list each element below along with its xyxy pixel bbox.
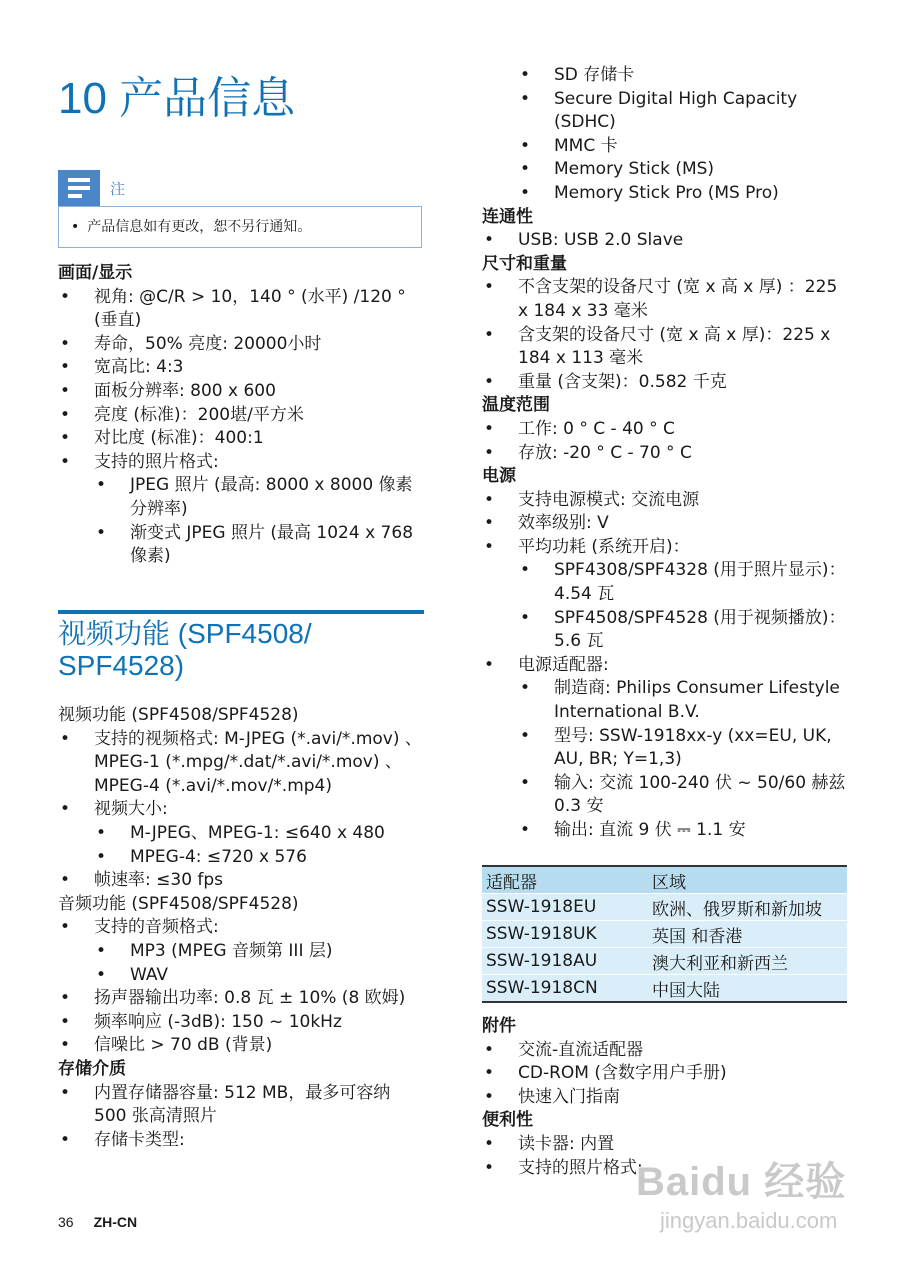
table-row [482,975,847,1003]
list-item: • 支持的音频格式: [58,916,428,940]
list-item: • 存放: -20 ° C - 70 ° C [482,442,850,466]
table-cell: SSW-1918UK [482,921,648,948]
convenience-heading: 便利性 [482,1110,533,1131]
power-heading: 电源 [482,466,516,487]
page-number: 36 [58,1214,74,1230]
video-heading: 视频功能 (SPF4508/SPF4528) [58,705,299,725]
sub-list-item: • 渐变式 JPEG 照片 (最高 1024 x 768 像素) [58,522,428,569]
note-text: 产品信息如有更改，恕不另行通知。 [87,219,312,235]
list-item: • 帧速率: ≤30 fps [58,869,428,893]
list-item: • 信噪比 > 70 dB (背景) [58,1034,428,1058]
temperature-heading: 温度范围 [482,395,550,416]
list-item: • 快速入门指南 [482,1086,850,1110]
watermark-logo: Baidu 经验 [636,1160,847,1204]
table-cell: 英国 和香港 [648,921,847,948]
sub-list-item: • Memory Stick Pro (MS Pro) [482,182,850,206]
sub-list-item: • Memory Stick (MS) [482,158,850,182]
list-item: • 支持的照片格式: [482,1157,850,1181]
sub-list-item: • SPF4308/SPF4328 (用于照片显示)：4.54 瓦 [482,559,850,606]
language-code: ZH-CN [93,1214,138,1230]
video-section-title: 视频功能 (SPF4508/ SPF4528) [58,610,424,682]
sub-list-item: • 输入: 交流 100-240 伏 ~ 50/60 赫兹 0.3 安 [482,772,850,819]
table-cell: SSW-1918EU [482,894,648,921]
note-box: • 产品信息如有更改，恕不另行通知。 [58,206,422,248]
list-item: • USB: USB 2.0 Slave [482,229,850,253]
note-icon [58,170,100,206]
table-row [482,948,847,975]
sub-list-item: • MPEG-4: ≤720 x 576 [58,846,428,870]
list-item: • 平均功耗 (系统开启)： [482,536,850,560]
note-label: 注 [110,180,126,198]
list-item: • 电源适配器: [482,654,850,678]
table-row [482,921,847,948]
video-audio-section [58,704,428,1152]
list-item: • 宽高比: 4:3 [58,356,428,380]
list-item: • 重量 (含支架)：0.582 千克 [482,371,850,395]
table-cell: 中国大陆 [648,975,847,1003]
list-item: • 不含支架的设备尺寸 (宽 x 高 x 厚) ：225 x 184 x 33 毫米 [482,276,850,323]
table-cell: SSW-1918CN [482,975,648,1003]
display-heading: 画面/显示 [58,263,133,283]
list-item: • 内置存储器容量: 512 MB，最多可容纳 500 张高清照片 [58,1082,428,1129]
list-item: • 面板分辨率: 800 x 600 [58,380,428,404]
connectivity-heading: 连通性 [482,206,533,227]
list-item: • 亮度 (标准)：200堪/平方米 [58,404,428,428]
list-item: • 支持的视频格式: M-JPEG (*.avi/*.mov) 、MPEG-1 (*.mpg/*.dat/*.avi/*.mov) 、MPEG-4 (*.avi/*.mov/*.mp4) [58,728,428,799]
list-item: • 含支架的设备尺寸 (宽 x 高 x 厚)：225 x 184 x 113 毫米 [482,324,850,371]
sub-list-item: • 输出: 直流 9 伏 ⎓ 1.1 安 [482,819,850,843]
sub-list-item: • M-JPEG、MPEG-1: ≤640 x 480 [58,822,428,846]
sub-list-item: • SD 存储卡 [482,64,850,88]
sub-list-item: • 制造商: Philips Consumer Lifestyle International B.V. [482,677,850,724]
list-item: • 支持的照片格式: [58,451,428,475]
page-title: 10 产品信息 [58,74,296,123]
table-cell: 欧洲、俄罗斯和新加坡 [648,894,847,921]
list-item: • 存储卡类型: [58,1129,428,1153]
list-item: • CD-ROM (含数字用户手册) [482,1062,850,1086]
page-footer [58,1214,137,1230]
list-item: • 支持电源模式: 交流电源 [482,489,850,513]
sub-list-item: • WAV [58,964,428,988]
list-item: • 寿命，50% 亮度: 20000小时 [58,333,428,357]
sub-list-item: • SPF4508/SPF4528 (用于视频播放)：5.6 瓦 [482,607,850,654]
list-item: • 对比度 (标准)：400:1 [58,427,428,451]
list-item: • 交流-直流适配器 [482,1039,850,1063]
list-item: • 视频大小: [58,798,428,822]
right-column [482,64,850,843]
adapter-table [482,865,847,1003]
table-cell: 澳大利亚和新西兰 [648,948,847,975]
list-item: • 效率级别: V [482,512,850,536]
table-row [482,894,847,921]
list-item: • 工作: 0 ° C - 40 ° C [482,418,850,442]
storage-heading: 存储介质 [58,1058,126,1079]
accessories-heading: 附件 [482,1016,516,1036]
audio-heading: 音频功能 (SPF4508/SPF4528) [58,893,299,914]
list-item: • 读卡器: 内置 [482,1133,850,1157]
table-header-cell: 区域 [648,866,847,894]
sub-list-item: • MMC 卡 [482,135,850,159]
list-item: • 频率响应 (-3dB): 150 ~ 10kHz [58,1011,428,1035]
dimensions-heading: 尺寸和重量 [482,253,567,274]
display-section [58,262,428,569]
table-header-row [482,866,847,894]
list-item: • 视角: @C/R > 10，140 ° (水平) /120 ° (垂直) [58,286,428,333]
list-item: • 扬声器输出功率: 0.8 瓦 ± 10% (8 欧姆) [58,987,428,1011]
baidu-watermark [636,1150,856,1250]
sub-list-item: • JPEG 照片 (最高: 8000 x 8000 像素分辨率) [58,474,428,521]
sub-list-item: • Secure Digital High Capacity (SDHC) [482,88,850,135]
sub-list-item: • 型号: SSW-1918xx-y (xx=EU, UK, AU, BR; Y=1,3) [482,725,850,772]
sub-list-item: • MP3 (MPEG 音频第 III 层) [58,940,428,964]
table-cell: SSW-1918AU [482,948,648,975]
table-header-cell: 适配器 [482,866,648,894]
watermark-url: jingyan.baidu.com [660,1208,838,1233]
note-header [58,170,424,206]
